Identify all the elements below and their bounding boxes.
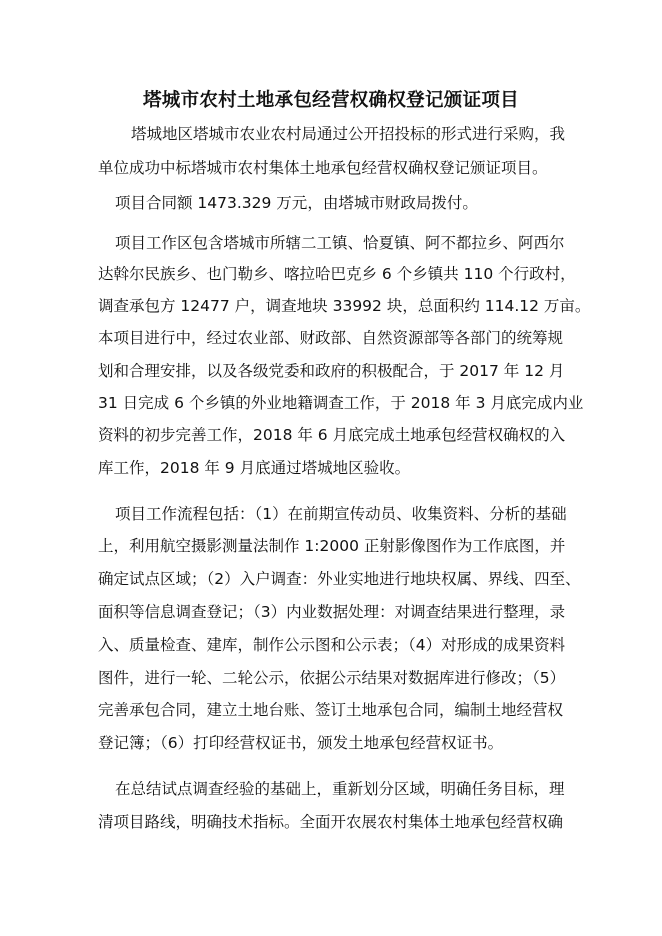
paragraph-line: 库工作，2018 年 9 月底通过塔城地区验收。 [98, 459, 411, 477]
paragraph-line: 单位成功中标塔城市农村集体土地承包经营权确权登记颁证项目。 [98, 159, 548, 177]
paragraph-line: 在总结试点调查经验的基础上，重新划分区域，明确任务目标，理 [115, 780, 565, 798]
paragraph-line: 登记簿；（6）打印经营权证书，颁发土地承包经营权证书。 [98, 734, 504, 752]
paragraph-line: 资料的初步完善工作，2018 年 6 月底完成土地承包经营权确权的入 [98, 426, 566, 444]
paragraph-line: 确定试点区域；（2）入户调查：外业实地进行地块权属、界线、四至、 [98, 570, 581, 588]
paragraph-line: 入、质量检查、建库，制作公示图和公示表；（4）对形成的成果资料 [98, 636, 566, 654]
paragraph-line: 31 日完成 6 个乡镇的外业地籍调查工作，于 2018 年 3 月底完成内业 [98, 394, 584, 412]
document-title: 塔城市农村土地承包经营权确权登记颁证项目 [142, 90, 519, 111]
paragraph-line: 清项目路线，明确技术指标。全面开农展农村集体土地承包经营权确 [98, 813, 564, 831]
paragraph-line: 达斡尔民族乡、也门勒乡、喀拉哈巴克乡 6 个乡镇共 110 个行政村， [98, 265, 576, 283]
paragraph-line: 项目工作流程包括：（1）在前期宣传动员、收集资料、分析的基础 [115, 505, 567, 523]
paragraph-line: 本项目进行中，经过农业部、财政部、自然资源部等各部门的统筹规 [98, 329, 564, 347]
paragraph-line: 项目合同额 1473.329 万元，由塔城市财政局拨付。 [115, 194, 478, 212]
paragraph-line: 上，利用航空摄影测量法制作 1:2000 正射影像图作为工作底图，并 [98, 537, 566, 555]
paragraph-line: 塔城地区塔城市农业农村局通过公开招投标的形式进行采购，我 [131, 125, 566, 143]
paragraph-line: 完善承包合同，建立土地台账、签订土地承包合同，编制土地经营权 [98, 701, 564, 719]
paragraph-line: 划和合理安排，以及各级党委和政府的积极配合，于 2017 年 12 月 [98, 362, 565, 380]
paragraph-line: 调查承包方 12477 户，调查地块 33992 块，总面积约 114.12 万亩。 [98, 297, 591, 315]
paragraph-line: 面积等信息调查登记；（3）内业数据处理：对调查结果进行整理，录 [98, 603, 566, 621]
paragraph-line: 图件，进行一轮、二轮公示，依据公示结果对数据库进行修改；（5） [98, 669, 566, 687]
paragraph-line: 项目工作区包含塔城市所辖二工镇、恰夏镇、阿不都拉乡、阿西尔 [115, 234, 565, 252]
